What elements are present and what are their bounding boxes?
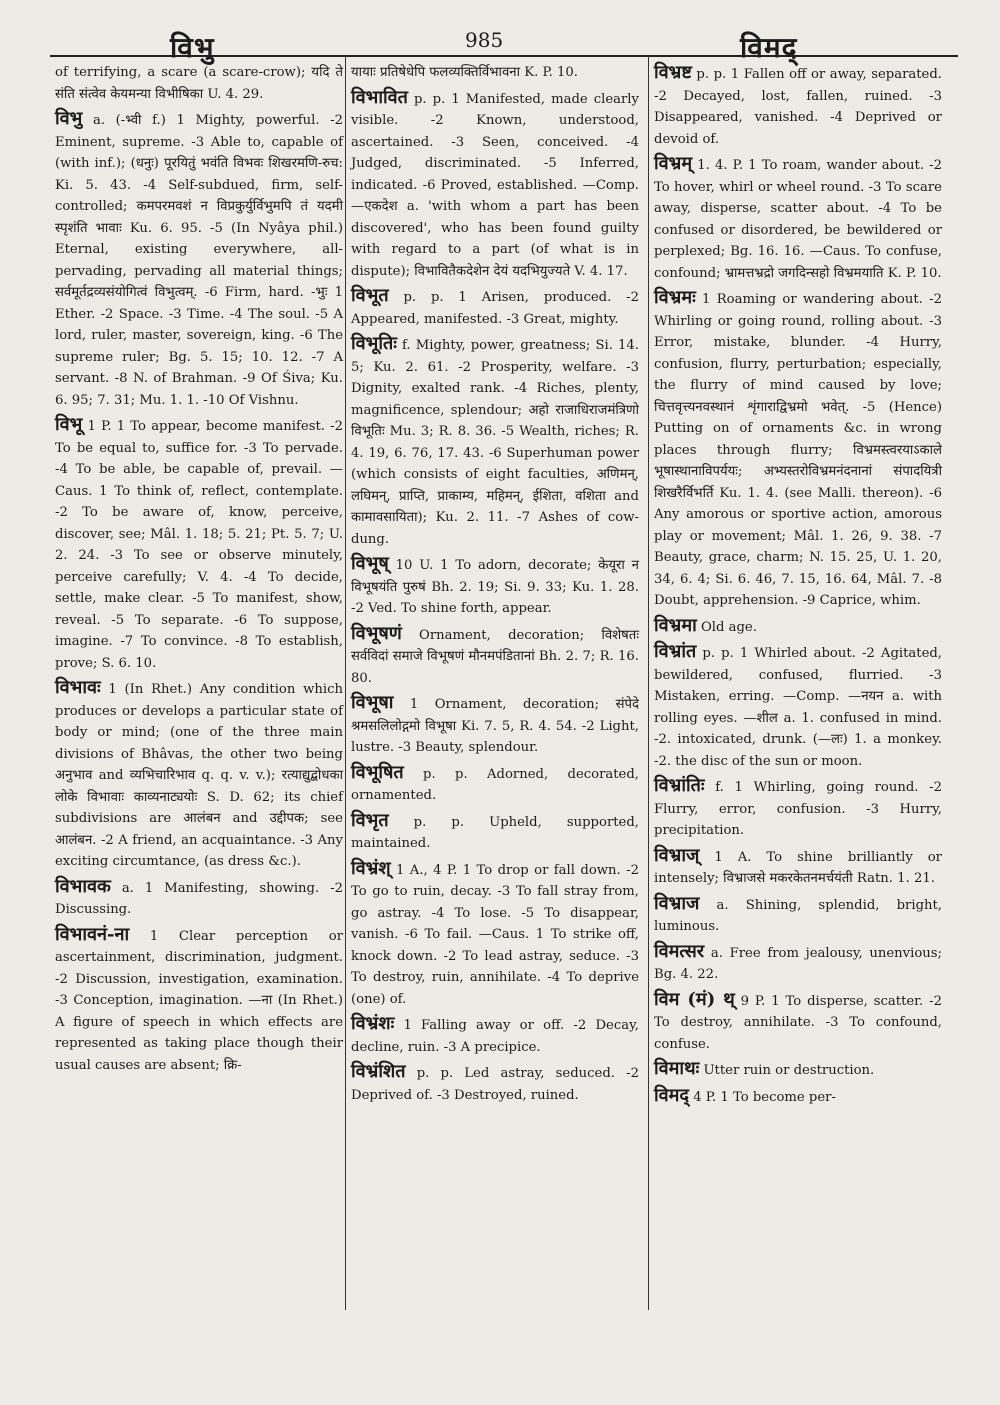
entry-headword: विभावक	[55, 875, 111, 897]
entry-headword: विभूषित	[351, 761, 404, 783]
entry-headword: विभू	[55, 414, 83, 435]
entry-definition: 1 Roaming or wandering about. -2 Whirling or going round, rolling about. -3 Error, mistake, blunder. -4 Hurry, confusion, flurry, perturbation; especially, the flurry of mind caused by love; चित्तवृत्त्यनवस्थानं शृंगाराद्विभ्रमो भवेत्. -5 (Hence) Putting on of ornaments &c. in wrong places through flurry; विभ्रमस्त्वरयाऽकाले भूषास्थानाविपर्ययः; अभ्यस्तरोविभ्रमनंदनानां संपादयित्री शिखरैर्विभर्ति Ku. 1. 4. (see Malli. thereon). -6 Any amorous or sportive action, amorous play or movement; Mâl. 1. 26, 9. 38. -7 Beauty, grace, charm; N. 15. 25, U. 1. 20, 34, 6. 4; Si. 6. 46, 7. 15, 16. 64, Mâl. 7. -8 Doubt, apprehension. -9 Caprice, whim.	[654, 292, 942, 608]
page-number: 985	[465, 28, 504, 52]
dictionary-entry	[351, 553, 639, 620]
entry-headword: विमाथः	[654, 1058, 700, 1079]
entry-definition: p. p. 1 Arisen, produced. -2 Appeared, manifested. -3 Great, mighty.	[351, 290, 639, 327]
dictionary-entry	[55, 414, 343, 674]
entry-headword: विभावनं-ना	[55, 923, 130, 945]
entry-definition: of terrifying, a scare (a scare-crow); यदि ते संति संत्वेव केयमन्या विभीषिका U. 4. 29.	[55, 65, 343, 102]
dictionary-entry	[654, 1058, 942, 1082]
dictionary-entry	[351, 1013, 639, 1058]
entry-definition: 4 P. 1 To become per-	[693, 1089, 836, 1105]
entry-definition: p. p. Adorned, decorated, ornamented.	[351, 766, 639, 803]
dictionary-entry	[654, 615, 942, 639]
entry-definition: a. 1 Manifesting, showing. -2 Discussing.	[55, 880, 343, 917]
dictionary-entry	[55, 876, 343, 921]
entry-definition: 1 Falling away or off. -2 Decay, decline, ruin. -3 A precipice.	[351, 1018, 639, 1055]
entry-definition: 1 P. 1 To appear, become manifest. -2 To be equal to, suffice for. -3 To pervade. -4 To be able, be capable of, prevail. —Caus. 1 To think of, reflect, contemplate. -2 To be aware of, know, perceive, discover, see; Mâl. 1. 18; 5. 21; Pt. 5. 7; U. 2. 24. -3 To see or observe minutely, perceive carefully; V. 4. -4 To decide, settle, make clear. -5 To manifest, show, reveal. -5 To separate. -6 To suppose, imagine. -7 To convince. -8 To establish, prove; S. 6. 10.	[55, 419, 343, 671]
entry-definition: Utter ruin or destruction.	[703, 1063, 875, 1078]
entry-definition: Old age.	[700, 619, 757, 635]
entry-headword: विभूषा	[351, 692, 394, 713]
entry-definition: 1 Ornament, decoration; संपेदे श्रमसलिलोद्गमो विभूषा Ki. 7. 5, R. 4. 54. -2 Light, lustre. -3 Beauty, splendour.	[351, 697, 639, 755]
entry-headword: विभ्रंश्	[351, 857, 391, 879]
entry-definition: p. p. Upheld, supported, maintained.	[351, 814, 639, 851]
dictionary-entry	[654, 775, 942, 842]
entry-headword: विभ्रम्	[654, 153, 693, 174]
entry-headword: विभ्राज	[654, 892, 700, 914]
entry-definition: p. p. 1 Whirled about. -2 Agitated, bewildered, confused, flurried. -3 Mistaken, erring. —Comp. —नयन a. with rolling eyes. —शील a. 1. confused in mind. -2. intoxicated, drunk. (—लः) 1. a monkey. -2. the disc of the sun or moon.	[654, 646, 943, 769]
entry-headword: विभावित	[351, 86, 408, 108]
dictionary-entry	[351, 858, 639, 1011]
dictionary-entry	[654, 941, 942, 986]
dictionary-entry	[654, 989, 942, 1056]
column-2	[351, 62, 639, 1106]
dictionary-entry	[654, 62, 942, 150]
entry-definition: a. (-भ्वी f.) 1 Mighty, powerful. -2 Eminent, supreme. -3 Able to, capable of (with inf.); (धनुः) पूरयितुं भवंति विभवः शिखरमणि-रुच: Ki. 5. 43. -4 Self-subdued, firm, self-controlled; कमपरमवशं न विप्रकुर्युर्विभुमपि तं यदमी स्पृशंति भावाः Ku. 6. 95. -5 (In Nyâya phil.) Eternal, existing everywhere, all-pervading, pervading all material things; सर्वमूर्तद्रव्यसंयोगित्वं विभुत्वम्. -6 Firm, hard. -भुः 1 Ether. -2 Space. -3 Time. -4 The soul. -5 A lord, ruler, master, sovereign, king. -6 The supreme ruler; Bg. 5. 15; 10. 12. -7 A servant. -8 N. of Brahman. -9 Of Śiva; Ku. 6. 95; 7. 31; Mu. 1. 1. -10 Of Vishnu.	[55, 113, 343, 408]
entry-headword: विभ्रमः	[654, 287, 696, 308]
dictionary-entry	[654, 287, 942, 612]
dictionary-entry	[351, 692, 639, 759]
entry-definition: 1 Clear perception or ascertainment, discrimination, judgment. -2 Discussion, investigation, examination. -3 Conception, imagination. —ना (In Rhet.) A figure of speech in which effects are represented as taking place though their usual causes are absent; क्रि-	[55, 928, 343, 1073]
entry-headword: विम (मं) थ्	[654, 988, 735, 1010]
dictionary-entry	[351, 810, 639, 855]
entry-headword: विभूषणं	[351, 622, 402, 644]
entry-headword: विभूष्	[351, 553, 389, 574]
page-header	[0, 18, 1000, 68]
column-3	[654, 62, 942, 1108]
entry-headword: विभ्रंशित	[351, 1061, 406, 1082]
dictionary-entry	[55, 677, 343, 873]
dictionary-entry	[654, 641, 942, 772]
dictionary-entry	[55, 108, 343, 411]
entry-headword: विमद्	[654, 1084, 689, 1106]
dictionary-entry	[654, 1085, 942, 1109]
left-guide-word: विभु	[170, 31, 215, 64]
column-divider-1	[345, 56, 346, 1310]
entry-headword: विभु	[55, 108, 83, 129]
column-divider-2	[648, 56, 649, 1310]
entry-headword: विभूत	[351, 285, 389, 306]
entry-headword: विभ्रांतिः	[654, 775, 705, 796]
entry-headword: विभ्रांत	[654, 641, 697, 662]
dictionary-entry	[351, 1061, 639, 1106]
dictionary-entry	[351, 762, 639, 807]
entry-headword: विभृत	[351, 809, 389, 831]
dictionary-entry	[351, 623, 639, 690]
entry-definition: 9 P. 1 To disperse, scatter. -2 To destroy, annihilate. -3 To confound, confuse.	[654, 993, 942, 1052]
dictionary-entry	[654, 893, 942, 938]
entry-headword: विभ्राज्	[654, 844, 700, 866]
dictionary-entry	[654, 153, 942, 284]
entry-definition: 10 U. 1 To adorn, decorate; केयूरा न विभूषयंति पुरुषं Bh. 2. 19; Si. 9. 33; Ku. 1. 28. -2 Ved. To shine forth, appear.	[351, 558, 639, 616]
dictionary-entry	[351, 285, 639, 330]
entry-definition: 1. 4. P. 1 To roam, wander about. -2 To hover, whirl or wheel round. -3 To scare away, disperse, scatter about. -4 To be confused or disordered, be bewildered or perplexed; Bg. 16. 16. —Caus. To confuse, confound; भ्रामत्तभ्रद्रो जगदिन्सहो विभ्रमयाति K. P. 10.	[654, 158, 942, 281]
entry-headword: विभावः	[55, 677, 101, 698]
entry-definition: Ornament, decoration; विशेषतः सर्वविदां समाजे विभूषणं मौनमपंडितानां Bh. 2. 7; R. 16. 80.	[351, 627, 639, 686]
entry-definition: a. Free from jealousy, unenvious; Bg. 4. 22.	[654, 945, 942, 982]
entry-definition: 1 A., 4 P. 1 To drop or fall down. -2 To go to ruin, decay. -3 To fall stray from, go astray. -4 To lose. -5 To disappear, vanish. -6 To fail. —Caus. 1 To strike off, knock down. -2 To lead astray, seduce. -3 To destroy, ruin, annihilate. -4 To deprive (one) of.	[351, 862, 639, 1007]
dictionary-entry	[55, 62, 343, 105]
entry-definition: 1 (In Rhet.) Any condition which produces or develops a particular state of body or mind; (one of the three main divisions of Bhâvas, the other two being अनुभाव and व्यभिचारिभाव q. q. v. v.); रत्याद्युद्बोधका लोके विभावाः काव्यनाट्ययोः S. D. 62; its chief subdivisions are आलंबन and उद्दीपक; see आलंबन. -2 A friend, an acquaintance. -3 Any exciting circumtance, (as dress &c.).	[55, 682, 343, 869]
entry-definition: f. Mighty, power, greatness; Si. 14. 5; Ku. 2. 61. -2 Prosperity, welfare. -3 Dignity, exalted rank. -4 Riches, plenty, magnificence, splendour; अहो राजाधिराजमंत्रिणो विभूतिः Mu. 3; R. 8. 36. -5 Wealth, riches; R. 4. 19, 6. 76, 17. 43. -6 Superhuman power (which consists of eight faculties, अणिमन्, लघिमन्, प्राप्ति, प्राकाम्य, महिमन्, ईशिता, वशिता and कामावसायिता); Ku. 2. 11. -7 Ashes of cow-dung.	[351, 338, 639, 547]
right-guide-word: विमद्	[740, 31, 798, 64]
header-rule	[50, 55, 958, 57]
entry-definition: p. p. Led astray, seduced. -2 Deprived of. -3 Destroyed, ruined.	[351, 1066, 639, 1103]
dictionary-entry	[351, 62, 639, 84]
dictionary-entry	[654, 845, 942, 890]
entry-headword: विभ्रमा	[654, 614, 697, 636]
entry-definition: p. p. 1 Manifested, made clearly visible. -2 Known, understood, ascertained. -3 Seen, conceived. -4 Judged, discriminated. -5 Inferred, indicated. -6 Proved, established. —Comp. —एकदेश a. 'with whom a part has been discovered', who has been found guilty with regard to a part (of what is in dispute); विभावितैकदेशेन देयं यदभियुज्यते V. 4. 17.	[351, 91, 639, 279]
entry-definition: यायाः प्रतिषेधेपि फलव्यक्तिर्विभावना K. P. 10.	[351, 65, 579, 80]
entry-headword: विभ्रष्ट	[654, 62, 692, 83]
entry-headword: विभूतिः	[351, 333, 397, 354]
entry-definition: a. Shining, splendid, bright, luminous.	[654, 897, 942, 934]
dictionary-entry	[351, 333, 639, 550]
entry-definition: f. 1 Whirling, going round. -2 Flurry, error, confusion. -3 Hurry, precipitation.	[654, 780, 942, 838]
dictionary-entry	[351, 87, 639, 283]
entry-definition: p. p. 1 Fallen off or away, separated. -2 Decayed, lost, fallen, ruined. -3 Disappeared, vanished. -4 Deprived or devoid of.	[654, 67, 942, 147]
column-1	[55, 62, 343, 1076]
entry-headword: विभ्रंशः	[351, 1013, 395, 1034]
entry-definition: 1 A. To shine brilliantly or intensely; विभ्राजसे मकरकेतनमर्चयंती Ratn. 1. 21.	[654, 849, 942, 886]
entry-headword: विमत्सर	[654, 940, 705, 962]
dictionary-entry	[55, 924, 343, 1077]
